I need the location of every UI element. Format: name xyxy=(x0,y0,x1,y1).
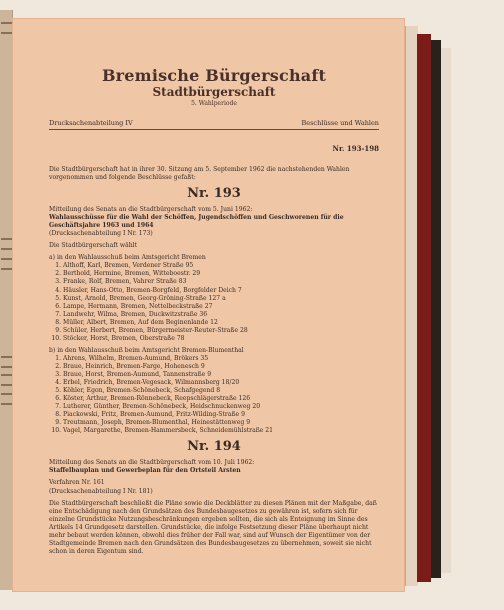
masthead-period: 5. Wahlperiode xyxy=(191,100,237,107)
list-a-label: a) in den Wahlausschuß beim Amtsgericht Bremen xyxy=(49,254,206,262)
header-row xyxy=(49,119,379,127)
list-item: 7. Lutherer, Günther, Bremen-Schönebeck, Heidschnuckenweg 20 xyxy=(63,403,379,411)
list-item: 10. Vagel, Margarethe, Bremen-Hammersbeck, Schneidemühlstraße 21 xyxy=(63,427,379,435)
mitteilung-193: Mitteilung des Senats an die Stadtbürgerschaft vom 5. Juni 1962: xyxy=(49,206,253,214)
list-item: 3. Braue, Horst, Bremen-Aumund, Tannenstraße 9 xyxy=(63,371,379,379)
drucksache-194: (Drucksachenabteilung I Nr. 181) xyxy=(49,487,153,495)
document-body xyxy=(49,166,379,556)
list-item: 3. Franke, Rolf, Bremen, Vahrer Straße 83 xyxy=(63,278,379,286)
list-item: 1. Althoff, Karl, Bremen, Verdener Straße 95 xyxy=(63,262,379,270)
list-item: 7. Landwehr, Wilma, Bremen, Duckwitzstraße 36 xyxy=(63,311,379,319)
mitteilung-194: Mitteilung des Senats an die Stadtbürgerschaft vom 10. Juli 1962: xyxy=(49,459,255,467)
list-item: 6. Köster, Arthur, Bremen-Rönnebeck, Reepschlägerstraße 126 xyxy=(63,395,379,403)
header-left: Drucksachenabteilung IV xyxy=(49,119,133,127)
folder-cover-edge xyxy=(417,34,431,582)
list-a xyxy=(49,262,379,342)
header-right: Beschlüsse und Wahlen xyxy=(301,119,379,127)
list-item: 8. Piackowski, Fritz, Bremen-Aumund, Fritz-Wilding-Straße 9 xyxy=(63,411,379,419)
header-rule xyxy=(49,129,379,130)
verfahren-194: Verfahren Nr. 161 xyxy=(49,479,105,487)
list-item: 4. Erbel, Friedrich, Bremen-Vegesack, Wilmannsberg 18/20 xyxy=(63,379,379,387)
list-item: 9. Treutmann, Joseph, Bremen-Blumenthal, Heinestättenweg 9 xyxy=(63,419,379,427)
waehlt-line: Die Stadtbürgerschaft wählt xyxy=(49,242,138,250)
folder-cover-dark xyxy=(431,40,441,578)
list-b xyxy=(49,355,379,435)
beschluss-text-194: Die Stadtbürgerschaft beschließt die Pläne sowie die Deckblätter zu diesen Plänen mit der Maßgabe, daß eine Entschädigung nach den Grundsätzen des Bundesbaugesetzes zu gewähren ist, sofern sich für einzelne Grundstücke Nutzungsbeschränkungen ergeben sollten, die sich als Enteignung im Sinne des Artikels 14 Grundgesetz darstellen. Grundstücke, die infolge Festsetzung dieser Pläne überhaupt nicht mehr bebaut werden können, obwohl dies früher der Fall war, sind auf Wunsch der Eigentümer von der Stadtgemeinde Bremen nach den Grundsätzen des Bundesbaugesetzes zu übernehmen, soweit sie nicht schon in deren Eigentum sind. xyxy=(49,499,377,555)
list-item: 4. Häusler, Hans-Otto, Bremen-Borgfeld, Borgfelder Deich 7 xyxy=(63,287,379,295)
masthead-title: Bremische Bürgerschaft xyxy=(101,66,327,85)
list-item: 9. Schüler, Herbert, Bremen, Bürgermeister-Reuter-Straße 28 xyxy=(63,327,379,335)
list-item: 5. Köhler, Egon, Bremen-Schönebeck, Schafgegend 8 xyxy=(63,387,379,395)
list-b-label: b) in den Wahlausschuß beim Amtsgericht Bremen-Blumenthal xyxy=(49,346,244,354)
drucksache-193: (Drucksachenabteilung I Nr. 173) xyxy=(49,230,153,238)
section-heading-194: Nr. 194 xyxy=(187,439,241,455)
section-heading-193: Nr. 193 xyxy=(187,186,241,202)
list-item: 2. Braue, Heinrich, Bremen-Farge, Hohenesch 9 xyxy=(63,363,379,371)
list-item: 10. Stöcker, Horst, Bremen, Oberstraße 78 xyxy=(63,335,379,343)
list-item: 1. Ahrens, Wilhelm, Bremen-Aumund, Brökers 35 xyxy=(63,355,379,363)
document-page xyxy=(12,18,405,592)
subject-194: Staffelbauplan und Gewerbeplan für den Ortsteil Arsten xyxy=(49,467,241,475)
list-item: 6. Lampe, Hermann, Bremen, Nettelbeckstraße 27 xyxy=(63,303,379,311)
list-item: 2. Berthold, Hermine, Bremen, Witteboestr. 29 xyxy=(63,270,379,278)
intro-paragraph: Die Stadtbürgerschaft hat in ihrer 30. Sitzung am 5. September 1962 die nachstehenden Wahlen vorgenommen und folgende Beschlüsse gefaßt: xyxy=(49,166,350,182)
list-item: 8. Müller, Albert, Bremen, Auf dem Beginenlande 12 xyxy=(63,319,379,327)
background-sheet xyxy=(441,48,451,573)
subject-193: Wahlausschüsse für die Wahl der Schöffen, Jugendschöffen und Geschworenen für die Geschäftsjahre 1963 und 1964 xyxy=(49,214,344,230)
page-content xyxy=(49,66,379,555)
masthead-subtitle: Stadtbürgerschaft xyxy=(152,85,276,99)
list-item: 5. Kunst, Arnold, Bremen, Georg-Gröning-Straße 127 a xyxy=(63,295,379,303)
number-range: Nr. 193-198 xyxy=(332,144,379,153)
